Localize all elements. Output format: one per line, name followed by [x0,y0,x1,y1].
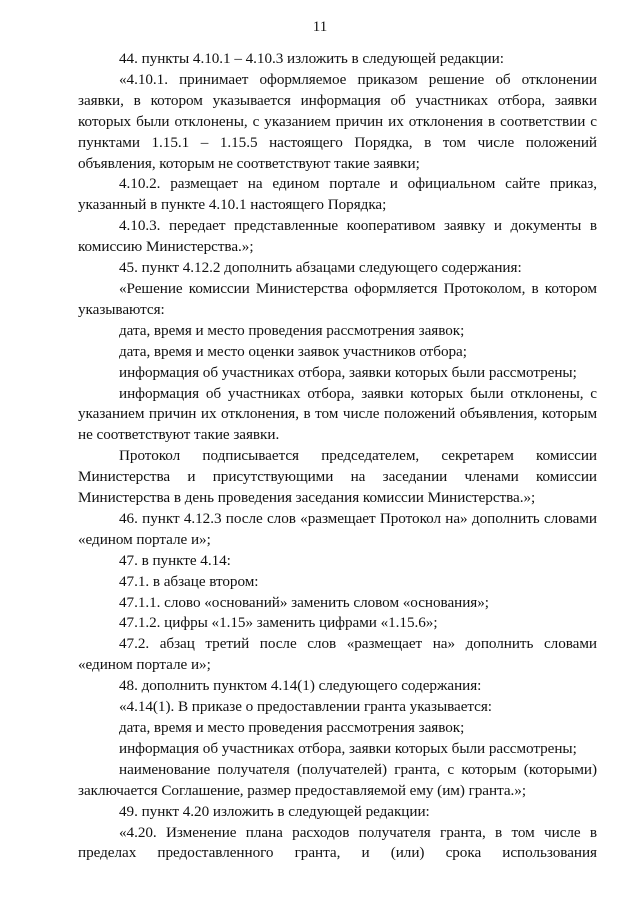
paragraph-48: 48. дополнить пунктом 4.14(1) следующего содержания: [119,677,482,695]
paragraph-47-1-1: 47.1.1. слово «оснований» заменить словом «основания»; [119,593,489,611]
paragraph-46: 46. пункт 4.12.3 после слов «размещает Протокол на» дополнить словами «едином портале и»; [78,509,597,548]
paragraph-4-10-2: 4.10.2. размещает на едином портале и официальном сайте приказ, указанный в пункте 4.10.1 настоящего Порядка; [78,175,597,214]
paragraph-4-10-3: 4.10.3. передает представленные кооперативом заявку и документы в комиссию Министерства.»; [78,217,597,256]
paragraph-list-item: дата, время и место проведения рассмотрения заявок; [119,719,465,736]
page-number: 11 [312,19,328,35]
paragraph-45: 45. пункт 4.12.2 дополнить абзацами следующего содержания: [119,259,522,277]
paragraph-4-10-1: «4.10.1. принимает оформляемое приказом решение об отклонении заявки, в котором указывается информация об участниках отбора, заявки которых были отклонены, с указанием причин их отклонения в соответствии с пунктами 1.15.1 – 1.15.5 настоящего Порядка, в том числе положений объявления, которым не соответствуют такие заявки; [78,70,597,172]
paragraph-4-14-1: «4.14(1). В приказе о предоставлении гранта указывается: [119,698,492,716]
paragraph-4-20: «4.20. Изменение плана расходов получателя гранта, в том числе в пределах предоставленного гранта, и (или) срока использования [78,823,597,862]
paragraph-list-item: информация об участниках отбора, заявки которых были рассмотрены; [119,739,577,757]
paragraph-protocol-signing: Протокол подписывается председателем, секретарем комиссии Министерства и присутствующими на заседании членами комиссии Министерства в день проведения заседания комиссии Министерства.»; [78,447,597,507]
paragraph-47-2: 47.2. абзац третий после слов «размещает на» дополнить словами «едином портале и»; [78,635,597,674]
paragraph-decision-protocol: «Решение комиссии Министерства оформляется Протоколом, в котором указываются: [78,279,597,318]
paragraph-list-item: информация об участниках отбора, заявки которых были рассмотрены; [119,363,577,381]
paragraph-47-1: 47.1. в абзаце втором: [119,572,259,590]
paragraph-47: 47. в пункте 4.14: [119,551,231,569]
document-body [78,49,597,864]
paragraph-44: 44. пункты 4.10.1 – 4.10.3 изложить в следующей редакции: [119,50,504,67]
paragraph-list-item: дата, время и место оценки заявок участников отбора; [119,342,467,360]
paragraph-47-1-2: 47.1.2. цифры «1.15» заменить цифрами «1.15.6»; [119,614,438,632]
paragraph-list-item: дата, время и место проведения рассмотрения заявок; [119,321,465,339]
paragraph-49: 49. пункт 4.20 изложить в следующей редакции: [119,802,430,820]
paragraph-list-item: наименование получателя (получателей) гранта, с которым (которыми) заключается Соглашение, размер предоставляемой ему (им) гранта.»; [78,760,597,799]
paragraph-list-item: информация об участниках отбора, заявки которых были отклонены, с указанием причин их отклонения, в том числе положений объявления, которым не соответствуют такие заявки. [78,384,597,444]
